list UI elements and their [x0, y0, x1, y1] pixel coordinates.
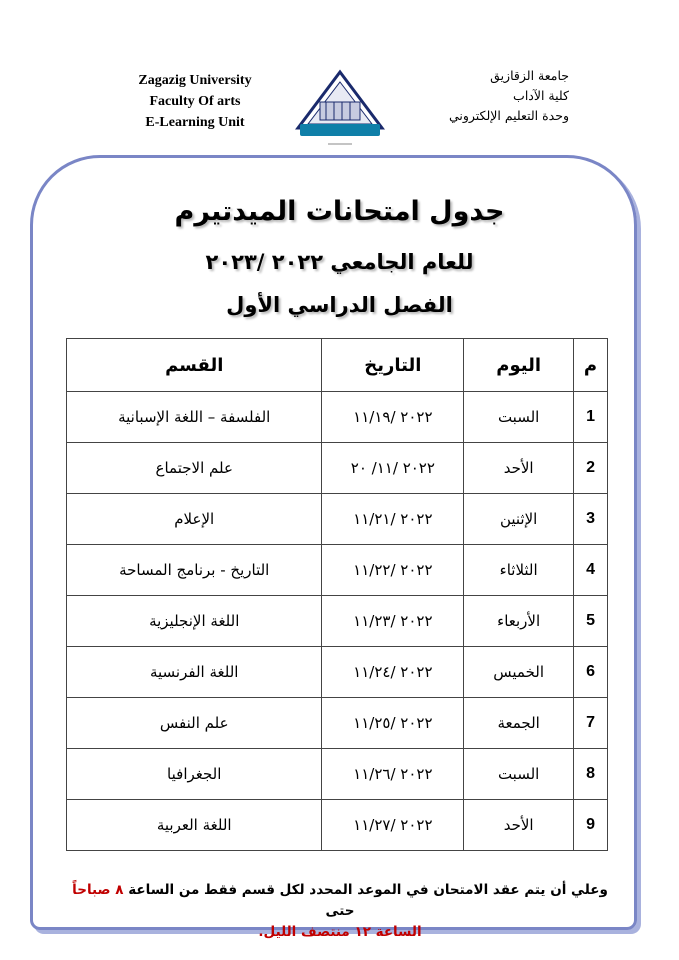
row-dept: اللغة العربية — [67, 800, 322, 851]
unit-name-ar: وحدة التعليم الإلكتروني — [448, 108, 569, 123]
unit-name-en: E-Learning Unit — [145, 115, 245, 130]
row-dept: الجغرافيا — [67, 749, 322, 800]
table-row — [67, 494, 608, 545]
row-date: ٢٠٢٢ /١١/١٩ — [322, 392, 464, 443]
note-start-time: ٨ صباحاً — [72, 882, 124, 898]
row-num: 4 — [574, 545, 608, 596]
exam-time-note — [60, 880, 620, 943]
row-date: ٢٠٢٢ /١١/٢٣ — [322, 596, 464, 647]
header-english — [100, 70, 290, 133]
row-num: 8 — [574, 749, 608, 800]
table-row — [67, 443, 608, 494]
header-dept: القسم — [67, 339, 322, 392]
header-date: التاريخ — [322, 339, 464, 392]
university-name-en: Zagazig University — [138, 73, 252, 88]
row-num: 5 — [574, 596, 608, 647]
semester-title: الفصل الدراسي الأول — [226, 293, 453, 317]
row-date: ٢٠٢٢ /١١/٢٦ — [322, 749, 464, 800]
row-day: السبت — [464, 749, 574, 800]
table-row — [67, 800, 608, 851]
university-name-ar: جامعة الزقازيق — [490, 68, 569, 83]
row-date: ٢٠٢٢ /١١/٢٤ — [322, 647, 464, 698]
row-num: 3 — [574, 494, 608, 545]
table-row — [67, 596, 608, 647]
row-date: ٢٠٢٢ /١١/ ٢٠ — [322, 443, 464, 494]
row-day: الخميس — [464, 647, 574, 698]
row-dept: علم الاجتماع — [67, 443, 322, 494]
table-row — [67, 698, 608, 749]
row-day: الثلاثاء — [464, 545, 574, 596]
row-num: 1 — [574, 392, 608, 443]
note-text: وعلي أن يتم عقد الامتحان في الموعد المحدد لكل قسم فقط من الساعة — [128, 882, 608, 898]
table-header-row — [67, 339, 608, 392]
row-date: ٢٠٢٢ /١١/٢٥ — [322, 698, 464, 749]
table-row — [67, 647, 608, 698]
faculty-name-ar: كلية الآداب — [513, 88, 569, 103]
table-row — [67, 392, 608, 443]
page-title: جدول امتحانات الميدتيرم — [174, 196, 505, 227]
row-num: 7 — [574, 698, 608, 749]
exam-schedule-table — [66, 338, 608, 851]
row-date: ٢٠٢٢ /١١/٢١ — [322, 494, 464, 545]
faculty-name-en: Faculty Of arts — [149, 94, 241, 109]
row-dept: الفلسفة – اللغة الإسبانية — [67, 392, 322, 443]
row-dept: علم النفس — [67, 698, 322, 749]
header-arabic — [379, 66, 569, 126]
row-day: الإثنين — [464, 494, 574, 545]
table-row — [67, 545, 608, 596]
row-dept: اللغة الفرنسية — [67, 647, 322, 698]
row-day: السبت — [464, 392, 574, 443]
row-day: الأحد — [464, 800, 574, 851]
note-end-time: الساعة ١٢ منتصف الليل. — [258, 924, 422, 940]
row-dept: الإعلام — [67, 494, 322, 545]
table-row — [67, 749, 608, 800]
academic-year: للعام الجامعي ٢٠٢٢ /٢٠٢٣ — [205, 250, 474, 274]
row-day: الأحد — [464, 443, 574, 494]
faculty-logo — [290, 68, 390, 148]
row-num: 6 — [574, 647, 608, 698]
row-dept: التاريخ - برنامج المساحة — [67, 545, 322, 596]
row-day: الأربعاء — [464, 596, 574, 647]
row-date: ٢٠٢٢ /١١/٢٧ — [322, 800, 464, 851]
note-until: حتى — [325, 903, 355, 919]
row-day: الجمعة — [464, 698, 574, 749]
header-day: اليوم — [464, 339, 574, 392]
header-num: م — [574, 339, 608, 392]
row-num: 2 — [574, 443, 608, 494]
row-dept: اللغة الإنجليزية — [67, 596, 322, 647]
row-num: 9 — [574, 800, 608, 851]
row-date: ٢٠٢٢ /١١/٢٢ — [322, 545, 464, 596]
